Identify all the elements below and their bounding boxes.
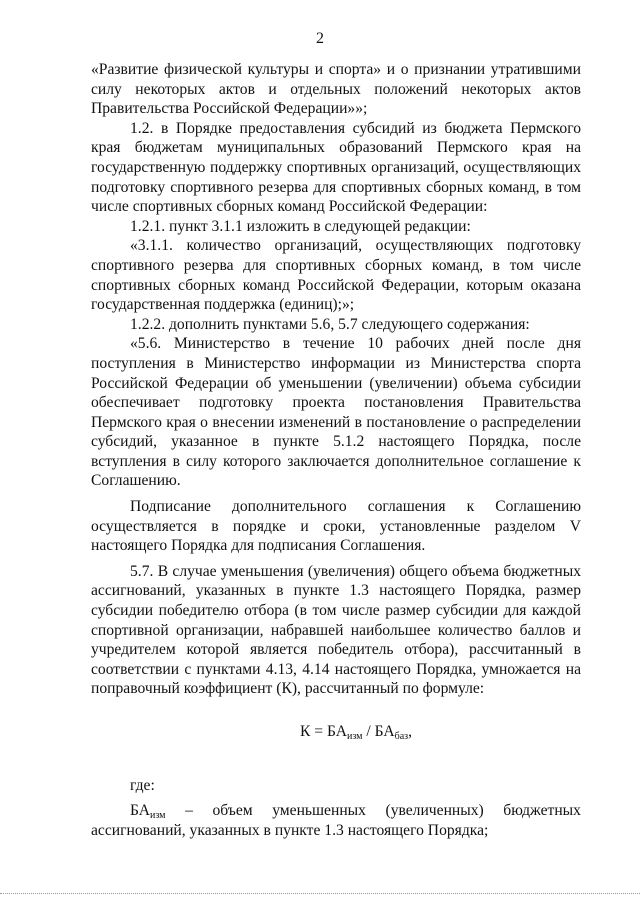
formula-mid: / БА xyxy=(362,723,395,740)
paragraph-1: «Развитие физической культуры и спорта» и о признании утратившими силу некоторых актов и отдельных положений некоторых актов Правительства Российской Федерации»»; xyxy=(91,61,581,118)
definition-line xyxy=(91,801,581,821)
definition-word-1: объем xyxy=(212,802,253,820)
paragraph-2: 1.2. в Порядке предоставления субсидий из бюджета Пермского края бюджетам муниципальных образований Пермского края на государственную поддержку спортивных организаций, осуществляющих подготовку спортивного резерва для спортивных сборных команд, в том числе спортивных сборных команд Российской Федерации: xyxy=(91,119,581,216)
formula-lhs: К = БА xyxy=(299,723,347,740)
definition-word-4: бюджетных xyxy=(503,802,581,820)
paragraph-5: 1.2.2. дополнить пунктами 5.6, 5.7 следующего содержания: xyxy=(130,315,530,333)
formula-sub-2: баз xyxy=(394,731,409,742)
formula xyxy=(91,722,581,742)
paragraph-3: 1.2.1. пункт 3.1.1 изложить в следующей редакции: xyxy=(130,217,471,235)
definition-dash: – xyxy=(185,802,193,820)
paragraph-4: «3.1.1. количество организаций, осуществляющих подготовку спортивного резерва для спортивных сборных команд, в том числе спортивных сборных команд Российской Федерации, которым оказана государственная поддержка (единиц);»; xyxy=(91,237,581,314)
where-label: где: xyxy=(130,776,155,794)
definition-word-2: уменьшенных xyxy=(272,802,366,820)
definition-word-3: (увеличенных) xyxy=(385,802,484,820)
definition-symbol: $БА_{изм}$ xyxy=(130,802,166,822)
scan-edge-divider xyxy=(0,893,640,898)
document-body xyxy=(91,60,581,840)
paragraph-6: «5.6. Министерство в течение 10 рабочих дней после дня поступления в Министерство информации из Министерства спорта Российской Федерации об уменьшении (увеличении) объема субсидии обеспечивает подготовку проекта постановления Правительства Пермского края о внесении изменений в постановление о распределении субсидий, указанное в пункте 5.1.2 настоящего Порядка, после вступления в силу которого заключается дополнительное соглашение к Соглашению. xyxy=(91,335,581,490)
formula-sub-1: изм xyxy=(346,731,363,742)
page-number: 2 xyxy=(316,30,324,47)
paragraph-7: Подписание дополнительного соглашения к Соглашению осуществляется в порядке и сроки, установленные разделом V настоящего Порядка для подписания Соглашения. xyxy=(91,498,581,555)
paragraph-8: 5.7. В случае уменьшения (увеличения) общего объема бюджетных ассигнований, указанных в пункте 1.3 настоящего Порядка, размер субсидии победителю отбора (в том числе размер субсидии для каждой спортивной организации, набравшей наибольшее количество баллов и учредителем которой является победитель отбора), рассчитанный в соответствии с пунктами 4.13, 4.14 настоящего Порядка, умножается на поправочный коэффициент (К), рассчитанный по формуле: xyxy=(91,562,581,698)
definition-continuation: ассигнований, указанных в пункте 1.3 настоящего Порядка; xyxy=(91,821,489,839)
formula-tail: , xyxy=(408,723,413,740)
